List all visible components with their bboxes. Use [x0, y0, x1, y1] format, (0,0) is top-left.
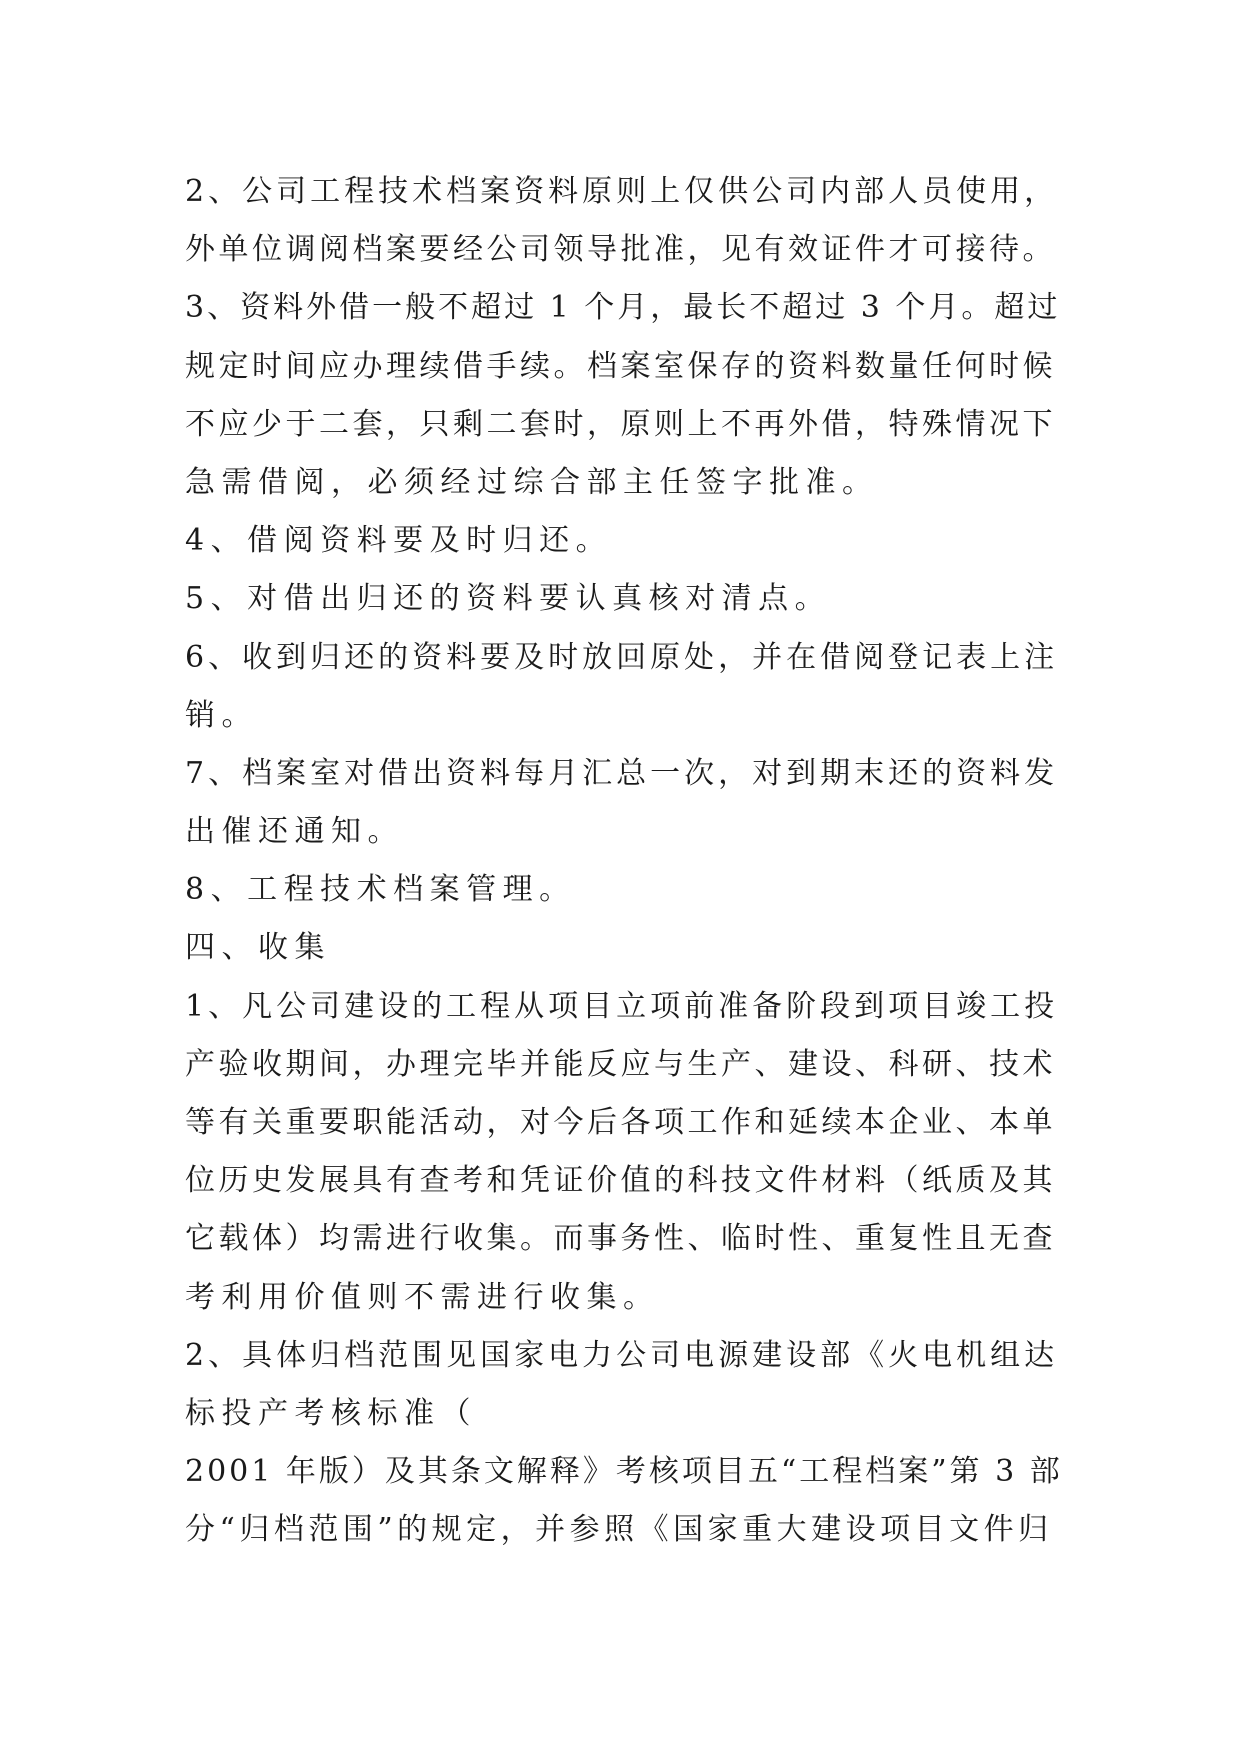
text-line: 7、档案室对借出资料每月汇总一次，对到期末还的资料发: [185, 755, 1059, 791]
document-body: [185, 163, 1065, 1560]
text-line: 不应少于二套，只剩二套时，原则上不再外借，特殊情况下: [185, 406, 1056, 442]
text-line: 它载体）均需进行收集。而事务性、临时性、重复性且无查: [185, 1221, 1056, 1257]
text-line: 6、收到归还的资料要及时放回原处，并在借阅登记表上注: [185, 639, 1059, 675]
text-line: 2、公司工程技术档案资料原则上仅供公司内部人员使用，: [185, 174, 1059, 209]
text-line: 2、具体归档范围见国家电力公司电源建设部《火电机组达: [185, 1337, 1059, 1373]
text-line: 分“归档范围”的规定，并参照《国家重大建设项目文件归: [185, 1512, 1053, 1548]
text-line: 规定时间应办理续借手续。档案室保存的资料数量任何时候: [185, 348, 1056, 384]
text-line: 销。: [185, 697, 258, 733]
text-line: 外单位调阅档案要经公司领导批准，见有效证件才可接待。: [185, 232, 1056, 268]
text-line: 1、凡公司建设的工程从项目立项前准备阶段到项目竣工投: [185, 988, 1059, 1024]
text-line: 5、对借出归还的资料要认真核对清点。: [185, 581, 832, 617]
text-line: 产验收期间，办理完毕并能反应与生产、建设、科研、技术: [185, 1046, 1056, 1082]
text-line: 标投产考核标准（: [185, 1395, 477, 1431]
text-line: 急需借阅，必须经过综合部主任签字批准。: [185, 464, 879, 500]
text-line: 考利用价值则不需进行收集。: [185, 1279, 660, 1315]
text-line: 4、借阅资料要及时归还。: [185, 523, 613, 559]
text-line: 出催还通知。: [185, 814, 404, 850]
text-line: 2001 年版）及其条文解释》考核项目五“工程档案”第 3 部: [185, 1454, 1063, 1490]
text-line: 8、工程技术档案管理。: [185, 872, 576, 908]
text-line: 等有关重要职能活动，对今后各项工作和延续本企业、本单: [185, 1105, 1056, 1140]
text-line: 3、资料外借一般不超过 1 个月，最长不超过 3 个月。超过: [185, 290, 1061, 326]
text-line: 位历史发展具有查考和凭证价值的科技文件材料（纸质及其: [185, 1163, 1056, 1199]
section-heading: 四、收集: [185, 930, 331, 966]
